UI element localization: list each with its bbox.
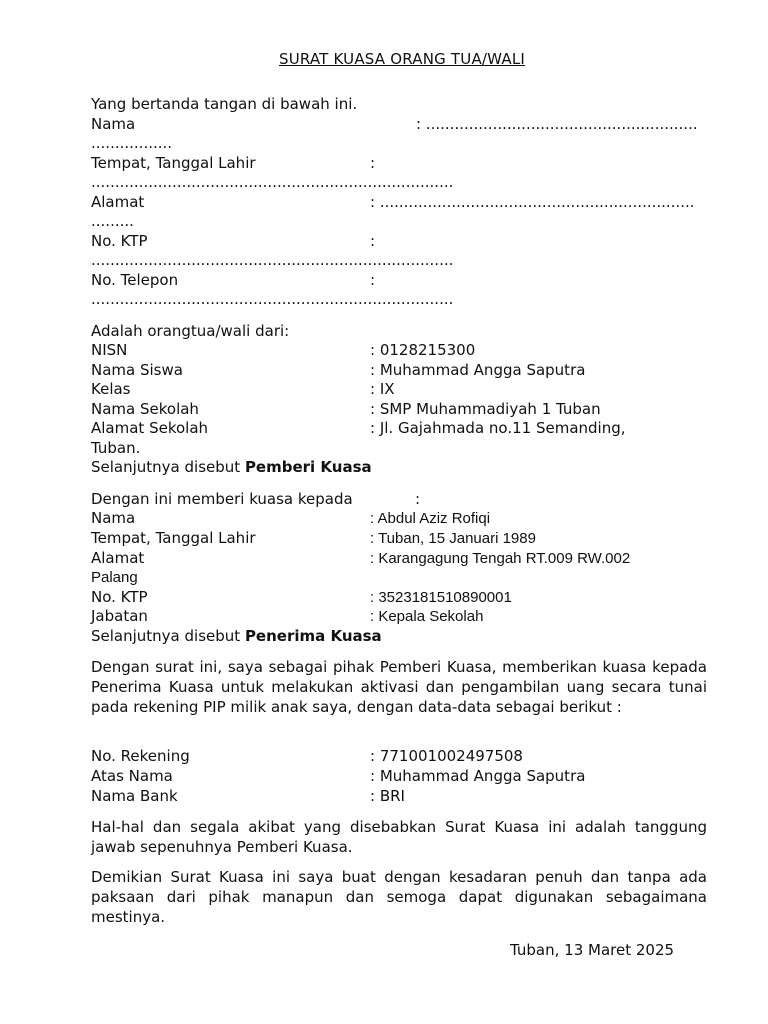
- parent-phone-label: No. Telepon: [91, 271, 179, 289]
- parent-address-value: : ..................................................................: [370, 193, 695, 211]
- receiver-bold: Penerima Kuasa: [244, 627, 382, 645]
- bank-account-label: No. Rekening: [91, 747, 190, 765]
- receiver-prefix: Selanjutnya disebut: [91, 627, 245, 645]
- recipient-position-label: Jabatan: [91, 607, 148, 625]
- giver-designation: [91, 458, 372, 477]
- student-name-label: Nama Siswa: [91, 361, 183, 379]
- responsibility-paragraph: Hal-hal dan segala akibat yang disebabkan Surat Kuasa ini adalah tanggung jawab sepenuhnya Pemberi Kuasa.: [91, 818, 707, 856]
- student-school-address-value: : Jl. Gajahmada no.11 Semanding,: [370, 419, 626, 437]
- parent-birth-value-wrap: ............................................................................: [91, 173, 454, 191]
- student-heading: Adalah orangtua/wali dari:: [91, 322, 290, 340]
- bank-name-value: : BRI: [370, 787, 405, 805]
- student-nisn-label: NISN: [91, 341, 128, 359]
- recipient-birth-value: : Tuban, 15 Januari 1989: [370, 530, 536, 547]
- recipient-position-value: : Kepala Sekolah: [370, 608, 484, 625]
- parent-ktp-value-wrap: ............................................................................: [91, 251, 454, 269]
- student-school-address-label: Alamat Sekolah: [91, 419, 209, 437]
- parent-name-label: Nama: [91, 115, 136, 133]
- giver-prefix: Selanjutnya disebut: [91, 458, 245, 476]
- bank-holder-value: : Muhammad Angga Saputra: [370, 767, 586, 785]
- student-class-value: : IX: [370, 380, 395, 398]
- authorization-paragraph: Dengan surat ini, saya sebagai pihak Pemberi Kuasa, memberikan kuasa kepada Penerima Kuasa untuk melakukan aktivasi dan pengambilan uang secara tunai pada rekening PIP milik anak saya, dengan data-data sebagai berikut :: [91, 658, 707, 716]
- recipient-name-label: Nama: [91, 509, 136, 527]
- parent-phone-value-wrap: ............................................................................: [91, 290, 454, 308]
- bank-account-value: : 771001002497508: [370, 747, 523, 765]
- recipient-heading-colon: :: [415, 490, 421, 508]
- recipient-address-wrap: Palang: [91, 569, 138, 586]
- closing-paragraph: Demikian Surat Kuasa ini saya buat dengan kesadaran penuh dan tanpa ada paksaan dari pihak manapun dan semoga dapat digunakan sebagaimana mestinya.: [91, 868, 707, 926]
- bank-name-label: Nama Bank: [91, 787, 178, 805]
- recipient-name-value: : Abdul Aziz Rofiqi: [370, 510, 491, 527]
- letter-title: SURAT KUASA ORANG TUA/WALI: [278, 50, 526, 68]
- parent-ktp-value: :: [370, 232, 376, 250]
- recipient-birth-label: Tempat, Tanggal Lahir: [91, 529, 256, 547]
- recipient-ktp-value: : 3523181510890001: [370, 589, 512, 606]
- parent-address-value-wrap: .........: [91, 212, 134, 230]
- recipient-address-value: : Karangagung Tengah RT.009 RW.002: [370, 550, 631, 567]
- student-school-address-wrap: Tuban.: [91, 439, 141, 457]
- parent-ktp-label: No. KTP: [91, 232, 148, 250]
- student-school-label: Nama Sekolah: [91, 400, 199, 418]
- parent-address-label: Alamat: [91, 193, 145, 211]
- parent-birth-label: Tempat, Tanggal Lahir: [91, 154, 256, 172]
- parent-name-value-wrap: .................: [91, 134, 173, 152]
- receiver-designation: [91, 627, 382, 646]
- parent-phone-value: :: [370, 271, 376, 289]
- bank-holder-label: Atas Nama: [91, 767, 173, 785]
- student-school-value: : SMP Muhammadiyah 1 Tuban: [370, 400, 601, 418]
- student-nisn-value: : 0128215300: [370, 341, 476, 359]
- intro-text: Yang bertanda tangan di bawah ini.: [91, 95, 358, 113]
- student-class-label: Kelas: [91, 380, 131, 398]
- giver-bold: Pemberi Kuasa: [244, 458, 372, 476]
- student-name-value: : Muhammad Angga Saputra: [370, 361, 586, 379]
- recipient-heading: Dengan ini memberi kuasa kepada: [91, 490, 353, 508]
- parent-name-value: : .........................................................: [416, 115, 698, 133]
- parent-birth-value: :: [370, 154, 376, 172]
- recipient-address-label: Alamat: [91, 549, 145, 567]
- recipient-ktp-label: No. KTP: [91, 588, 148, 606]
- place-date: Tuban, 13 Maret 2025: [510, 941, 675, 959]
